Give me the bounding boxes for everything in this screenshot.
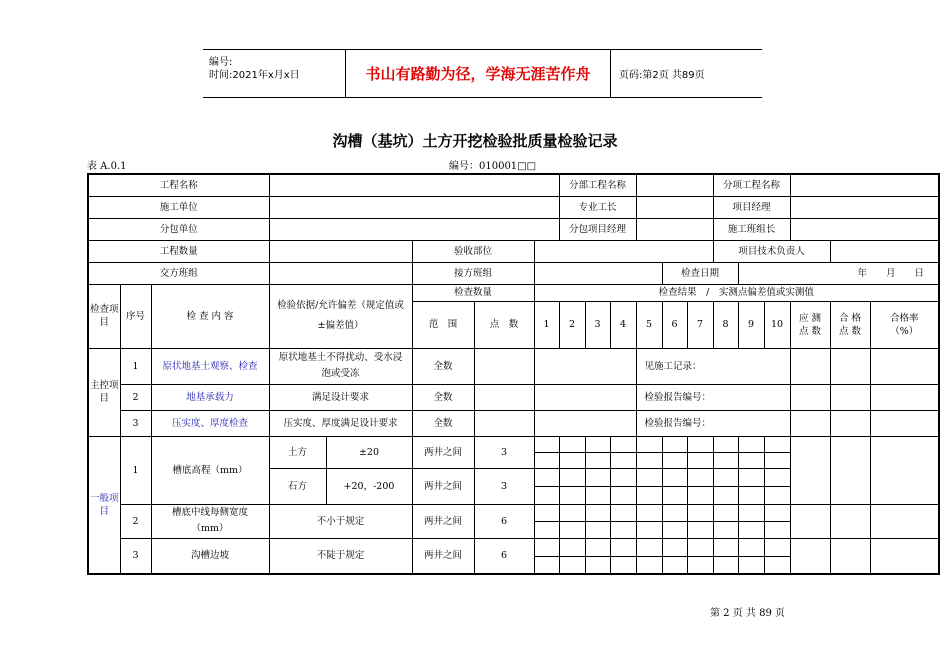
- grid-cell[interactable]: [713, 521, 738, 538]
- col-basis: 检验依据/允许偏差（规定值或±偏差值）: [269, 284, 412, 348]
- team-leader-value[interactable]: [790, 218, 939, 240]
- motto: 书山有路勤为径，学海无涯苦作舟: [346, 50, 611, 97]
- grid-cell[interactable]: [662, 436, 687, 452]
- construction-unit-value[interactable]: [269, 196, 559, 218]
- col-qualified-points: 合 格点 数: [830, 301, 870, 348]
- grid-cell[interactable]: [559, 556, 585, 574]
- grid-cell[interactable]: [610, 504, 636, 521]
- grid-cell[interactable]: [610, 436, 636, 452]
- general-rate[interactable]: [870, 504, 939, 538]
- grid-cell[interactable]: [534, 521, 559, 538]
- grid-cell[interactable]: [713, 556, 738, 574]
- col-pass-rate: 合格率（%）: [870, 301, 939, 348]
- grid-cell[interactable]: [764, 468, 790, 486]
- subcontract-unit-value[interactable]: [269, 218, 559, 240]
- main-basis: 压实度、厚度满足设计要求: [269, 410, 412, 436]
- grid-cell[interactable]: [585, 521, 610, 538]
- main-content: 原状地基土观察、检查: [151, 348, 269, 384]
- grid-cell[interactable]: [534, 538, 559, 556]
- page-info: 页码:第2页 共89页: [619, 70, 705, 81]
- general-measured[interactable]: [790, 436, 830, 504]
- main-qualified[interactable]: [830, 348, 870, 384]
- general-basis: 不小于规定: [269, 504, 412, 538]
- general-rate[interactable]: [870, 538, 939, 574]
- general-seq: 1: [120, 436, 151, 504]
- general-seq: 2: [120, 504, 151, 538]
- grid-cell[interactable]: [713, 468, 738, 486]
- receiver-team-value[interactable]: [534, 262, 662, 284]
- grid-cell[interactable]: [662, 538, 687, 556]
- grid-cell[interactable]: [636, 556, 662, 574]
- specialty-foreman-label: 专业工长: [559, 196, 636, 218]
- general-content: 槽底高程（mm）: [151, 436, 269, 504]
- main-rate[interactable]: [870, 348, 939, 384]
- main-range: 全数: [412, 410, 474, 436]
- page-footer: 第 2 页 共 89 页: [710, 608, 785, 619]
- grid-cell[interactable]: [662, 486, 687, 504]
- grid-cell[interactable]: [636, 486, 662, 504]
- grid-cell[interactable]: [610, 468, 636, 486]
- receiver-team-label: 接方班组: [412, 262, 534, 284]
- general-label: 一般项目: [88, 436, 120, 574]
- grid-cell[interactable]: [585, 452, 610, 468]
- main-rate[interactable]: [870, 410, 939, 436]
- col-measured-points: 应 测点 数: [790, 301, 830, 348]
- main-result[interactable]: 见施工记录：: [636, 348, 790, 384]
- grid-cell[interactable]: [534, 486, 559, 504]
- main-result-blank[interactable]: [534, 348, 636, 384]
- grid-cell[interactable]: [559, 504, 585, 521]
- main-points[interactable]: [474, 410, 534, 436]
- handover-team-label: 交方班组: [88, 262, 269, 284]
- general-range: 两井之间: [412, 538, 474, 574]
- col-points: 点 数: [474, 301, 534, 348]
- grid-cell[interactable]: [713, 504, 738, 521]
- grid-cell[interactable]: [687, 452, 713, 468]
- grid-cell[interactable]: [610, 486, 636, 504]
- main-result-blank[interactable]: [534, 384, 636, 410]
- grid-cell[interactable]: [585, 486, 610, 504]
- grid-cell[interactable]: [559, 486, 585, 504]
- grid-cell[interactable]: [559, 452, 585, 468]
- general-rate[interactable]: [870, 436, 939, 504]
- team-leader-label: 施工班组长: [713, 218, 790, 240]
- grid-cell[interactable]: [662, 452, 687, 468]
- grid-cell[interactable]: [636, 436, 662, 452]
- col-inspect-item: 检查项目: [88, 284, 120, 348]
- main-qualified[interactable]: [830, 384, 870, 410]
- main-seq: 3: [120, 410, 151, 436]
- col-num-5: 5: [636, 301, 662, 348]
- grid-cell[interactable]: [585, 538, 610, 556]
- main-control-label: 主控项目: [88, 348, 120, 436]
- grid-cell[interactable]: [738, 452, 764, 468]
- col-inspect-qty: 检查数量: [412, 284, 534, 301]
- general-sub-value: +20，-200: [326, 468, 412, 504]
- general-sub-type: 石方: [269, 468, 326, 504]
- tech-lead-label: 项目技术负责人: [713, 240, 830, 262]
- col-num-1: 1: [534, 301, 559, 348]
- acceptance-part-label: 验收部位: [412, 240, 534, 262]
- grid-cell[interactable]: [585, 436, 610, 452]
- main-seq: 2: [120, 384, 151, 410]
- form-number: 编号：010001□□: [449, 161, 537, 172]
- grid-cell[interactable]: [764, 504, 790, 521]
- project-manager-label: 项目经理: [713, 196, 790, 218]
- grid-cell[interactable]: [738, 521, 764, 538]
- general-points: 3: [474, 468, 534, 504]
- header-meta: [203, 50, 346, 97]
- general-range: 两井之间: [412, 436, 474, 468]
- grid-cell[interactable]: [687, 521, 713, 538]
- grid-cell[interactable]: [738, 538, 764, 556]
- grid-cell[interactable]: [534, 504, 559, 521]
- main-seq: 1: [120, 348, 151, 384]
- grid-cell[interactable]: [534, 436, 559, 452]
- division-name-value[interactable]: [636, 174, 713, 196]
- grid-cell[interactable]: [534, 556, 559, 574]
- grid-cell[interactable]: [713, 538, 738, 556]
- construction-unit-label: 施工单位: [88, 196, 269, 218]
- main-result[interactable]: 检验报告编号：: [636, 410, 790, 436]
- inspection-date-label: 检查日期: [662, 262, 738, 284]
- general-range: 两井之间: [412, 504, 474, 538]
- subitem-name-value[interactable]: [790, 174, 939, 196]
- quantity-value[interactable]: [269, 240, 412, 262]
- main-rate[interactable]: [870, 384, 939, 410]
- inspection-date-value[interactable]: 年 月 日: [738, 262, 939, 284]
- project-name-label: 工程名称: [88, 174, 269, 196]
- grid-cell[interactable]: [738, 468, 764, 486]
- grid-cell[interactable]: [610, 521, 636, 538]
- main-result[interactable]: 检验报告编号：: [636, 384, 790, 410]
- col-content: 检 查 内 容: [151, 284, 269, 348]
- grid-cell[interactable]: [636, 504, 662, 521]
- col-num-2: 2: [559, 301, 585, 348]
- main-content: 地基承载力: [151, 384, 269, 410]
- number-label: 编号:: [209, 57, 233, 68]
- grid-cell[interactable]: [738, 556, 764, 574]
- col-result: 检查结果 / 实测点偏差值或实测值: [534, 284, 939, 301]
- grid-cell[interactable]: [559, 521, 585, 538]
- general-content: 沟槽边坡: [151, 538, 269, 574]
- grid-cell[interactable]: [738, 486, 764, 504]
- main-points[interactable]: [474, 348, 534, 384]
- grid-cell[interactable]: [610, 452, 636, 468]
- grid-cell[interactable]: [636, 521, 662, 538]
- inspection-table: [87, 173, 940, 575]
- main-range: 全数: [412, 348, 474, 384]
- general-points: 6: [474, 538, 534, 574]
- general-content: 槽底中线每侧宽度（mm）: [151, 504, 269, 538]
- general-measured[interactable]: [790, 538, 830, 574]
- main-measured[interactable]: [790, 410, 830, 436]
- general-range: 两井之间: [412, 468, 474, 504]
- grid-cell[interactable]: [662, 504, 687, 521]
- main-qualified[interactable]: [830, 410, 870, 436]
- main-range: 全数: [412, 384, 474, 410]
- grid-cell[interactable]: [662, 521, 687, 538]
- grid-cell[interactable]: [764, 452, 790, 468]
- grid-cell[interactable]: [687, 486, 713, 504]
- grid-cell[interactable]: [636, 538, 662, 556]
- main-content: 压实度、厚度检查: [151, 410, 269, 436]
- division-name-label: 分部工程名称: [559, 174, 636, 196]
- general-measured[interactable]: [790, 504, 830, 538]
- subcontract-manager-value[interactable]: [636, 218, 713, 240]
- specialty-foreman-value[interactable]: [636, 196, 713, 218]
- general-basis: 不陡于规定: [269, 538, 412, 574]
- col-num-3: 3: [585, 301, 610, 348]
- grid-cell[interactable]: [764, 436, 790, 452]
- form-code: 表 A.0.1: [87, 161, 127, 172]
- grid-cell[interactable]: [585, 468, 610, 486]
- col-range: 范 围: [412, 301, 474, 348]
- general-points: 6: [474, 504, 534, 538]
- page-header: [203, 49, 762, 98]
- handover-team-value[interactable]: [269, 262, 412, 284]
- col-num-6: 6: [662, 301, 687, 348]
- subcontract-unit-label: 分包单位: [88, 218, 269, 240]
- project-manager-value[interactable]: [790, 196, 939, 218]
- col-num-9: 9: [738, 301, 764, 348]
- general-qualified[interactable]: [830, 504, 870, 538]
- main-basis: 满足设计要求: [269, 384, 412, 410]
- grid-cell[interactable]: [559, 436, 585, 452]
- main-measured[interactable]: [790, 384, 830, 410]
- grid-cell[interactable]: [534, 468, 559, 486]
- grid-cell[interactable]: [610, 556, 636, 574]
- acceptance-part-value[interactable]: [534, 240, 713, 262]
- col-num-7: 7: [687, 301, 713, 348]
- grid-cell[interactable]: [687, 436, 713, 452]
- general-points: 3: [474, 436, 534, 468]
- general-qualified[interactable]: [830, 538, 870, 574]
- grid-cell[interactable]: [636, 468, 662, 486]
- col-num-8: 8: [713, 301, 738, 348]
- grid-cell[interactable]: [559, 538, 585, 556]
- general-sub-value: ±20: [326, 436, 412, 468]
- col-seq: 序号: [120, 284, 151, 348]
- col-num-4: 4: [610, 301, 636, 348]
- grid-cell[interactable]: [687, 538, 713, 556]
- page-title: 沟槽（基坑）土方开挖检验批质量检验记录: [332, 132, 618, 150]
- grid-cell[interactable]: [636, 452, 662, 468]
- grid-cell[interactable]: [687, 504, 713, 521]
- main-points[interactable]: [474, 384, 534, 410]
- time-label: 时间:2021年x月x日: [209, 70, 300, 81]
- grid-cell[interactable]: [585, 504, 610, 521]
- col-num-10: 10: [764, 301, 790, 348]
- grid-cell[interactable]: [534, 452, 559, 468]
- grid-cell[interactable]: [764, 521, 790, 538]
- grid-cell[interactable]: [662, 468, 687, 486]
- grid-cell[interactable]: [610, 538, 636, 556]
- project-name-value[interactable]: [269, 174, 559, 196]
- grid-cell[interactable]: [764, 556, 790, 574]
- tech-lead-value[interactable]: [830, 240, 939, 262]
- general-seq: 3: [120, 538, 151, 574]
- subitem-name-label: 分项工程名称: [713, 174, 790, 196]
- grid-cell[interactable]: [764, 486, 790, 504]
- grid-cell[interactable]: [713, 436, 738, 452]
- general-qualified[interactable]: [830, 436, 870, 504]
- grid-cell[interactable]: [713, 486, 738, 504]
- general-sub-type: 土方: [269, 436, 326, 468]
- grid-cell[interactable]: [738, 436, 764, 452]
- grid-cell[interactable]: [585, 556, 610, 574]
- main-result-blank[interactable]: [534, 410, 636, 436]
- grid-cell[interactable]: [559, 468, 585, 486]
- grid-cell[interactable]: [738, 504, 764, 521]
- main-measured[interactable]: [790, 348, 830, 384]
- main-basis: 原状地基土不得扰动、受水浸泡或受冻: [269, 348, 412, 384]
- grid-cell[interactable]: [764, 538, 790, 556]
- grid-cell[interactable]: [662, 556, 687, 574]
- grid-cell[interactable]: [713, 452, 738, 468]
- grid-cell[interactable]: [687, 468, 713, 486]
- grid-cell[interactable]: [687, 556, 713, 574]
- subcontract-manager-label: 分包项目经理: [559, 218, 636, 240]
- quantity-label: 工程数量: [88, 240, 269, 262]
